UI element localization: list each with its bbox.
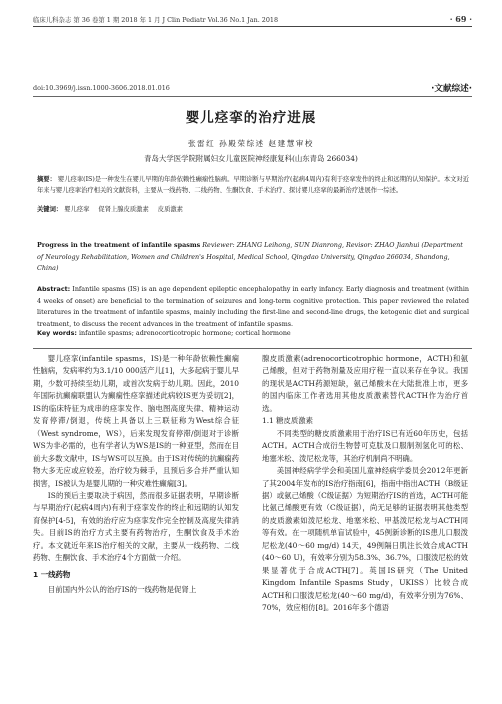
column-tag: ·文献综述· <box>431 84 472 94</box>
affiliation: 青岛大学医学院附属妇女儿童医院神经康复科(山东青岛 266034) <box>144 154 358 163</box>
body-column-left <box>33 353 239 597</box>
english-keywords-text: infantile spasms; adrenocorticotropic hormone; cortical hormone <box>76 329 291 337</box>
english-title-block <box>37 240 469 275</box>
chinese-abstract <box>37 174 469 196</box>
article-title: 婴儿痉挛的治疗进展 <box>185 110 317 126</box>
english-authors-affiliation: Reviewer: ZHANG Leihong, SUN Dianrong, Revisor: ZHAO Jianhui (Department of Neurology Rehabilitation, Women and Children's Hospital, Medical School, Qingdao University, Qingdao 266034, Shandong, China) <box>37 241 463 272</box>
english-abstract-text: Infantile spasms (IS) is an age dependent epileptic encephalopathy in early infancy. Early diagnosis and treatment (within 4 weeks of onset) are beneficial to the termination of seizures and long-term cognitive protection. This paper reviewed the related literatures in the treatment of infantile spasms, mainly including the first-line and second-line drugs, the ketogenic diet and surgical treatment, to discuss the recent advances in the treatment of infantile spasms. <box>37 285 469 328</box>
keyword: 皮质激素 <box>157 206 183 213</box>
chinese-abstract-label: 摘要： <box>37 176 56 183</box>
body-paragraph: 目前国内外公认的治疗IS的一线药物是促肾上 <box>47 585 197 595</box>
body-paragraph: 婴儿痉挛(infantile spasms，IS)是一种年龄依赖性癫痫性脑病，发病率约为3.1/10 000活产儿[1]，大多起病于婴儿早期，少数可持续至幼儿期，或首次发病于幼儿期。因此，2010年国际抗癫痫联盟认为癫痫性痉挛描述此病较IS更为妥切[2]，IS的临床特征为成串的痉挛发作、脑电图高度失律、精神运动发育停滞/倒退，传统上具备以上三联征称为West综合征（West syndrome，WS），后来发现发育停滞/倒退对于诊断WS为非必需的，也有学者认为WS是IS的一种亚型，然而在目前大多数文献中，IS与WS可以互换。由于IS对传统的抗癫痫药物大多无应或应较差，治疗较为棘手，且预后多合并严重认知损害，IS被认为是婴儿期的一种灾难性癫痫[3]。 <box>33 354 240 488</box>
english-abstract <box>37 284 469 330</box>
abstract-rule <box>33 348 472 349</box>
body-paragraph: 腺皮质激素(adrenocorticotrophic hormone，ACTH)和氨己烯酸，但对于药物剂量及应用疗程一直以来存在争议。我国的现状是ACTH药源短缺，氨己烯酸未在大陆批准上市，更多的国内临床工作者选用其他皮质激素替代ACTH作为治疗首选。 <box>262 354 468 413</box>
body-paragraph: 不同类型的糖皮质激素用于治疗IS已有近60年历史，包括ACTH。ACTH合成衍生物替可克肽及口服制剂氢化可的松、地塞米松、泼尼松龙等，其治疗机制尚不明确。 <box>262 428 468 463</box>
subsection-heading: 1.1 糖皮质激素 <box>262 416 314 426</box>
keyword: 促肾上腺皮质激素 <box>98 206 149 213</box>
chinese-keywords <box>37 204 469 215</box>
running-head <box>33 14 472 24</box>
page-number: · 69 · <box>449 14 472 24</box>
english-keywords-label: Key words: <box>37 329 77 337</box>
authors: 张雷红 孙殿荣综述 赵建慧审校 <box>187 139 315 148</box>
chinese-abstract-text: 婴儿痉挛(IS)是一种发生在婴儿早期的年龄依赖性癫痫性脑病。早期诊断与早期治疗(起病4周内)有利于痉挛发作的终止和远期的认知保护。本文对近年来与婴儿痉挛治疗相关的文献资料，主要从一线药物、二线药物、生酮饮食、手术治疗、探讨婴儿痉挛的最新治疗进展作一综述。 <box>37 176 470 194</box>
keyword: 婴儿痉挛 <box>64 206 90 213</box>
english-keywords <box>37 328 469 340</box>
journal-citation: 临床儿科杂志 第 36 卷第 1 期 2018 年 1 月 J Clin Pediatr Vol.36 No.1 Jan. 2018 <box>33 16 279 24</box>
doi-rule <box>33 96 472 97</box>
body-paragraph: 美国神经病学学会和美国儿童神经病学委员会2012年更新了其2004年发布的IS治疗指南[6]，指南中指出ACTH（B级证据）或氨己烯酸（C级证据）为短期治疗IS的首选，ACTH可能比氨己烯酸更有效（C级证据），尚无足够的证据表明其他类型的皮质激素如泼尼松龙、地塞米松、甲基泼尼松龙与ACTH同等有效。在一项随机单盲试验中，45例新诊断的IS患儿口服泼尼松龙(40～60 mg/d) 14天，49例隔日肌注长效合成ACTH (40～60 U)，有效率分别为58.3%、36.7%，口服泼尼松的效果显著优于合成ACTH[7]。英国IS研究（The United Kingdom Infantile Spasms Study，UKISS）比较合成ACTH和口服泼尼松龙(40～60 mg/d)，有效率分别为76%、70%，效应相仿[8]。2016年多个德语 <box>262 466 468 613</box>
english-abstract-label: Abstract: <box>37 285 71 293</box>
english-title: Progress in the treatment of infantile spasms <box>37 241 201 249</box>
body-paragraph: IS的预后主要取决于病因，然而很多证据表明，早期诊断与早期治疗(起病4周内)有利于痉挛发作的终止和远期的认知发育保护[4-5]，有效的治疗应为痉挛发作完全控制及高度失律消失。目前IS的治疗方式主要有药物治疗，生酮饮食及手术治疗。本文就近年来IS治疗相关的文献，主要从一线药物、二线药物、生酮饮食、手术治疗4个方面做一介绍。 <box>33 490 239 563</box>
body-column-right <box>262 353 468 615</box>
chinese-keywords-label: 关键词： <box>37 206 63 213</box>
section-heading: 1 一线药物 <box>33 569 71 579</box>
header-rule <box>33 26 472 27</box>
doi[interactable]: doi:10.3969/j.issn.1000-3606.2018.01.016 <box>33 84 170 92</box>
